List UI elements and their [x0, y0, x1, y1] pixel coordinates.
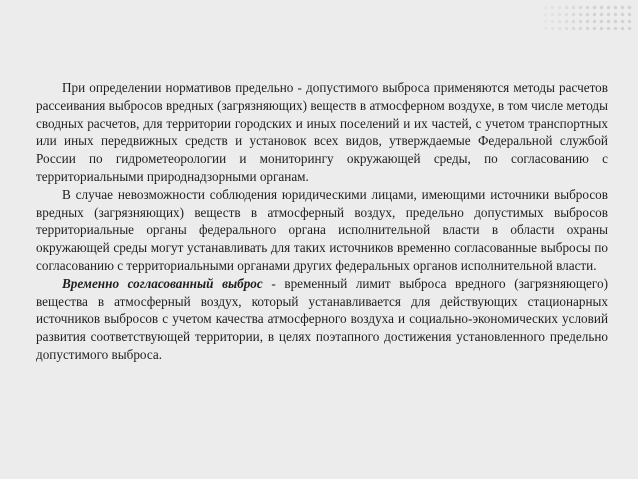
paragraph-1: При определении нормативов предельно - допустимого выброса применяются методы расчетов рассеивания выбросов вредных (загрязняющих) веществ в атмосферном воздухе, в том числе методы сводных расчетов, для территории городских и иных поселений и их частей, с учетом транспортных или иных передвижных средств и установок всех видов, утверждаемые Федеральной службой России по гидрометеорологии и мониторингу окружающей среды, по согласованию с территориальными природнадзорными органам.: [36, 80, 608, 184]
paragraph-3: [36, 275, 608, 364]
paragraph-2: В случае невозможности соблюдения юридическими лицами, имеющими источники выбросов вредных (загрязняющих) веществ в атмосферный воздух, предельно допустимых выбросов территориальные органы федерального органа исполнительной власти в области охраны окружающей среды могут устанавливать для таких источников временно согласованные выбросы по согласованию с территориальными органами других федеральных органов исполнительной власти.: [36, 186, 608, 273]
definition-text: - временный лимит выброса вредного (загрязняющего) вещества в атмосферный воздух, который устанавливается для действующих стационарных источников выбросов с учетом качества атмосферного воздуха и социально-экономических условий развития соответствующей территории, в целях поэтапного достижения установленного предельно допустимого выброса.: [36, 275, 608, 362]
slide-body-text: [36, 79, 608, 364]
dot-pattern-fade: [528, 0, 638, 34]
defined-term: Временно согласованный выброс: [62, 275, 263, 291]
